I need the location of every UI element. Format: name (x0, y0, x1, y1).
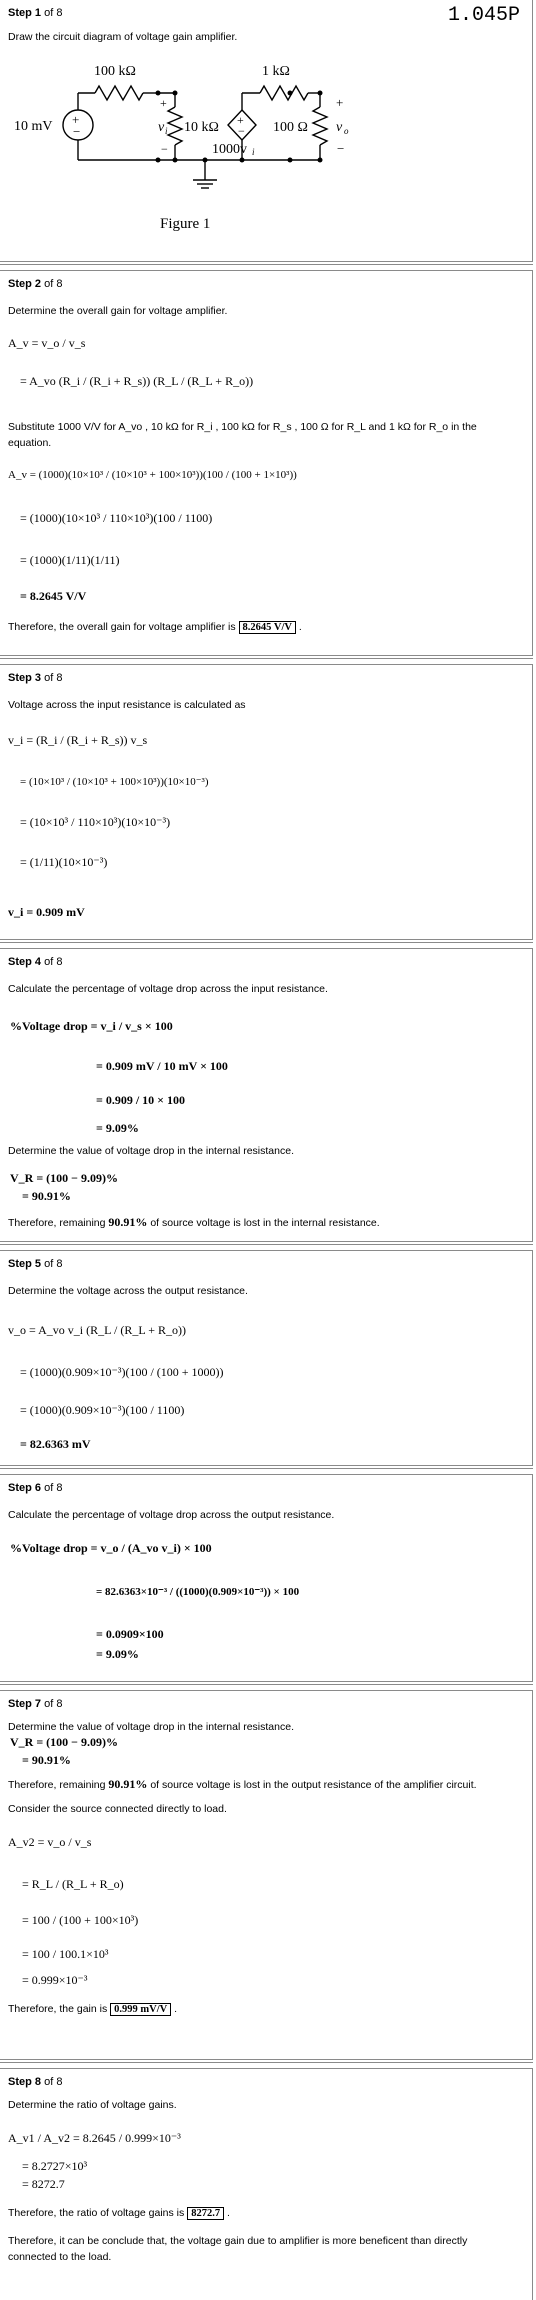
answer-box: 0.999 mV/V (110, 2003, 171, 2016)
final-text-line-1: Therefore, it can be conclude that, the voltage gain due to amplifier is more beneficent than directly (8, 2235, 468, 2247)
equation-line: %Voltage drop = v_i / v_s × 100 (10, 1019, 173, 1033)
equation-line: = (1/11)(10×10⁻³) (20, 855, 108, 869)
conclusion: Therefore, the overall gain for voltage amplifier is 8.2645 V/V . (8, 621, 302, 633)
step-text: Calculate the percentage of voltage drop across the output resistance. (8, 1509, 335, 1521)
separator (0, 942, 533, 943)
svg-text:o: o (344, 126, 349, 136)
step-1 (0, 0, 533, 262)
label-v-source: 10 mV (14, 119, 53, 134)
equation-line: = 90.91% (22, 1753, 71, 1767)
equation-line: = 8.2645 V/V (20, 589, 87, 603)
separator (0, 658, 533, 659)
equation-line: = (10×10³ / 110×10³)(10×10⁻³) (20, 815, 171, 829)
svg-text:−: − (337, 141, 345, 156)
problem-id: 1.045P (447, 4, 520, 27)
substitute-text: Substitute 1000 V/V for A_vo , 10 kΩ for R_i , 100 kΩ for R_s , 100 Ω for R_L and 1 kΩ for R_o in the (8, 421, 477, 433)
svg-text:+: + (160, 96, 167, 110)
equation-line: = 82.6363×10⁻³ / ((1000)(0.909×10⁻³)) × 100 (96, 1586, 300, 1598)
circuit-diagram (10, 55, 390, 255)
equation-line: = 0.0909×100 (96, 1627, 164, 1641)
svg-text:i: i (165, 126, 168, 136)
equation-line: v_i = 0.909 mV (8, 905, 85, 919)
step-text: Voltage across the input resistance is calculated as (8, 699, 246, 711)
substitute-text-2: equation. (8, 437, 52, 449)
equation-line: A_v2 = v_o / v_s (8, 1835, 92, 1849)
svg-text:−: − (73, 124, 81, 139)
equation-line: = (1000)(0.909×10⁻³)(100 / (100 + 1000)) (20, 1365, 224, 1379)
separator (0, 2062, 533, 2063)
answer-box: 8.2645 V/V (239, 621, 296, 634)
label-vi: v (158, 120, 165, 135)
equation-line: = 8272.7 (22, 2177, 65, 2191)
separator (0, 1468, 533, 1469)
conclusion-2: Therefore, the gain is 0.999 mV/V . (8, 2003, 178, 2015)
svg-text:+: + (336, 95, 344, 110)
step-text: Draw the circuit diagram of voltage gain amplifier. (8, 31, 238, 43)
equation-line: %Voltage drop = v_o / (A_vo v_i) × 100 (10, 1541, 212, 1555)
step-7 (0, 1690, 533, 2060)
svg-text:−: − (161, 142, 168, 156)
separator (0, 1684, 533, 1685)
equation-line: = 9.09% (96, 1647, 139, 1661)
conclusion: Therefore, remaining 90.91% of source voltage is lost in the internal resistance. (8, 1215, 380, 1229)
step-5 (0, 1250, 533, 1466)
step-text: Determine the value of voltage drop in the internal resistance. (8, 1721, 294, 1733)
step-title: Step 1 of 8 (8, 7, 63, 19)
step-text-2: Consider the source connected directly to load. (8, 1803, 227, 1815)
equation-line: = 82.6363 mV (20, 1437, 91, 1451)
label-dep-source: 1000v (212, 142, 247, 157)
label-vo: v (336, 120, 343, 135)
equation-line: = 100 / (100 + 100×10³) (22, 1913, 139, 1927)
equation-line: V_R = (100 − 9.09)% (10, 1735, 118, 1749)
equation-line: = (1000)(10×10³ / 110×10³)(100 / 1100) (20, 511, 213, 525)
step-3 (0, 664, 533, 940)
step-2 (0, 270, 533, 656)
equation-line: A_v1 / A_v2 = 8.2645 / 0.999×10⁻³ (8, 2131, 181, 2145)
equation-line: v_o = A_vo v_i (R_L / (R_L + R_o)) (8, 1323, 186, 1337)
separator (0, 1244, 533, 1245)
equation-line: A_v = (1000)(10×10³ / (10×10³ + 100×10³))(100 / (100 + 1×10³)) (8, 469, 297, 481)
equation-line: = (1000)(0.909×10⁻³)(100 / 1100) (20, 1403, 185, 1417)
conclusion: Therefore, the ratio of voltage gains is 8272.7 . (8, 2207, 230, 2219)
equation-line: = (1000)(1/11)(1/11) (20, 553, 120, 567)
figure-caption: Figure 1 (160, 216, 211, 232)
step-title: Step 3 of 8 (8, 672, 63, 684)
equation-line: = 0.909 / 10 × 100 (96, 1093, 186, 1107)
equation-line: V_R = (100 − 9.09)% (10, 1171, 118, 1185)
equation-line: = 90.91% (22, 1189, 71, 1203)
equation-line: = A_vo (R_i / (R_i + R_s)) (R_L / (R_L + R_o)) (20, 374, 254, 388)
svg-text:+: + (72, 112, 80, 127)
step-title: Step 8 of 8 (8, 2076, 63, 2088)
svg-text:i: i (252, 147, 255, 157)
answer-box: 8272.7 (187, 2207, 224, 2220)
step-title: Step 4 of 8 (8, 956, 63, 968)
equation-line: = R_L / (R_L + R_o) (22, 1877, 124, 1891)
step-text-2: Determine the value of voltage drop in the internal resistance. (8, 1145, 294, 1157)
step-title: Step 2 of 8 (8, 278, 63, 290)
step-title: Step 7 of 8 (8, 1698, 63, 1710)
equation-line: = 0.999×10⁻³ (22, 1973, 88, 1987)
step-title: Step 6 of 8 (8, 1482, 63, 1494)
svg-text:+: + (237, 113, 244, 127)
label-r-source: 100 kΩ (94, 64, 136, 79)
step-text: Determine the voltage across the output resistance. (8, 1285, 248, 1297)
step-8 (0, 2068, 533, 2300)
label-r-load: 100 Ω (273, 120, 308, 135)
step-4 (0, 948, 533, 1242)
conclusion: Therefore, remaining 90.91% of source voltage is lost in the output resistance of the amplifier circuit. (8, 1777, 477, 1791)
equation-line: = (10×10³ / (10×10³ + 100×10³))(10×10⁻³) (20, 776, 209, 788)
equation-line: = 9.09% (96, 1121, 139, 1135)
step-text: Determine the overall gain for voltage amplifier. (8, 305, 228, 317)
equation-line: = 100 / 100.1×10³ (22, 1947, 109, 1961)
equation-line: A_v = v_o / v_s (8, 336, 86, 350)
step-text: Determine the ratio of voltage gains. (8, 2099, 177, 2111)
equation-line: = 8.2727×10³ (22, 2159, 88, 2173)
label-r-in: 10 kΩ (184, 120, 219, 135)
equation-line: = 0.909 mV / 10 mV × 100 (96, 1059, 228, 1073)
step-6 (0, 1474, 533, 1682)
separator (0, 264, 533, 265)
svg-text:−: − (238, 124, 245, 138)
final-text-line-2: connected to the load. (8, 2251, 112, 2263)
step-text: Calculate the percentage of voltage drop across the input resistance. (8, 983, 328, 995)
equation-line: v_i = (R_i / (R_i + R_s)) v_s (8, 733, 148, 747)
label-r-out: 1 kΩ (262, 64, 290, 79)
step-title: Step 5 of 8 (8, 1258, 63, 1270)
